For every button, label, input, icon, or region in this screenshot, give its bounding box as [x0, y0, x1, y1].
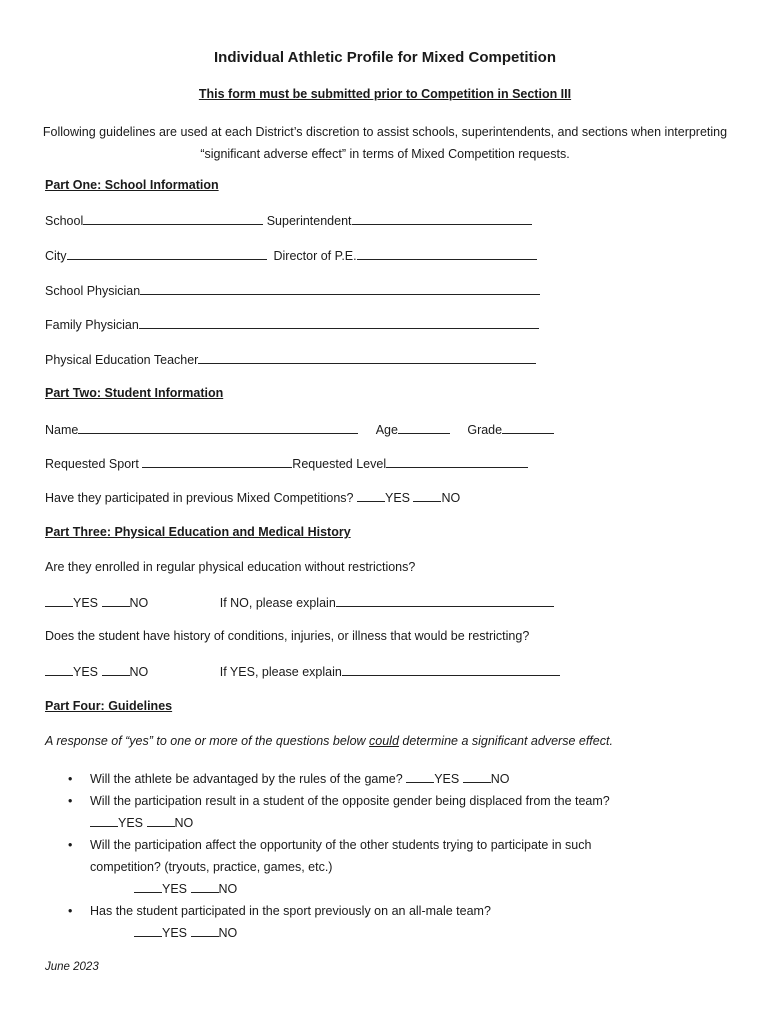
opportunity-no-label: NO [218, 882, 238, 896]
guidelines-note [45, 734, 613, 748]
displaced-no-label: NO [174, 816, 194, 830]
requested-sport-label: Requested Sport [45, 457, 139, 471]
guideline-opportunity-text-1: Will the participation affect the opportunity of the other students trying to participate in such [90, 838, 592, 852]
pe-yes-label: YES [73, 596, 99, 610]
guideline-all-male-text: Has the student participated in the sport previously on an all-male team? [90, 904, 491, 918]
guidelines-note-start: A response of “yes” to one or more of the questions below [45, 734, 370, 748]
guideline-advantage-text: Will the athlete be advantaged by the rules of the game? [90, 772, 403, 786]
guideline-item [68, 768, 708, 790]
guideline-item [68, 900, 708, 922]
history-yes-label: YES [73, 665, 99, 679]
opportunity-no-field[interactable] [191, 881, 219, 893]
age-field[interactable] [398, 422, 450, 434]
pe-answer-row [45, 595, 554, 610]
all-male-answer-row [68, 922, 708, 944]
school-label: School [45, 214, 84, 228]
guideline-item [68, 834, 708, 878]
previous-row [45, 490, 460, 505]
family-physician-row [45, 317, 539, 332]
superintendent-field[interactable] [352, 213, 532, 225]
school-physician-row [45, 283, 540, 298]
bullet-icon: • [68, 772, 73, 786]
intro-paragraph: Following guidelines are used at each District’s discretion to assist schools, superintendents, and sections when interpreting “significant adverse effect” in terms of Mixed Competition requests. [42, 125, 728, 161]
school-physician-label: School Physician [45, 284, 141, 298]
pe-teacher-row [45, 352, 536, 367]
all-male-yes-label: YES [162, 926, 188, 940]
director-label: Director of P.E. [273, 249, 357, 263]
sport-row [45, 456, 528, 471]
guidelines-list [68, 768, 708, 944]
name-field[interactable] [78, 422, 358, 434]
bullet-icon: • [68, 904, 73, 918]
previous-question: Have they participated in previous Mixed Competitions? [45, 491, 354, 505]
guideline-item [68, 790, 708, 812]
city-field[interactable] [67, 248, 267, 260]
age-label: Age [375, 423, 398, 437]
all-male-no-label: NO [218, 926, 238, 940]
displaced-yes-label: YES [118, 816, 144, 830]
history-explain-field[interactable] [342, 664, 560, 676]
previous-no-label: NO [441, 491, 461, 505]
requested-level-label: Requested Level [292, 457, 387, 471]
displaced-answer-row [68, 812, 708, 834]
history-no-field[interactable] [102, 664, 130, 676]
pe-teacher-field[interactable] [198, 352, 536, 364]
city-label: City [45, 249, 67, 263]
school-field[interactable] [83, 213, 263, 225]
history-yes-field[interactable] [45, 664, 73, 676]
name-label: Name [45, 423, 79, 437]
part-three-heading: Part Three: Physical Education and Medical History [45, 525, 351, 539]
family-physician-field[interactable] [139, 317, 539, 329]
director-field[interactable] [357, 248, 537, 260]
form-title: Individual Athletic Profile for Mixed Competition [214, 49, 556, 66]
bullet-icon: • [68, 838, 73, 852]
history-explain-label: If YES, please explain [219, 665, 342, 679]
form-subtitle: This form must be submitted prior to Competition in Section III [198, 87, 572, 101]
superintendent-label: Superintendent [266, 214, 352, 228]
advantage-no-field[interactable] [463, 771, 491, 783]
history-answer-row [45, 664, 560, 679]
history-question: Does the student have history of conditions, injuries, or illness that would be restricting? [45, 629, 530, 643]
pe-explain-field[interactable] [336, 595, 554, 607]
advantage-no-label: NO [490, 772, 510, 786]
part-two-heading: Part Two: Student Information [45, 386, 224, 400]
opportunity-answer-row [68, 878, 708, 900]
guideline-displaced-text: Will the participation result in a student of the opposite gender being displaced from the team? [90, 794, 610, 808]
previous-no-field[interactable] [413, 490, 441, 502]
grade-field[interactable] [502, 422, 554, 434]
guidelines-note-could: could [369, 734, 399, 748]
opportunity-yes-field[interactable] [134, 881, 162, 893]
pe-no-label: NO [129, 596, 149, 610]
advantage-yes-field[interactable] [406, 771, 434, 783]
pe-yes-field[interactable] [45, 595, 73, 607]
previous-yes-field[interactable] [357, 490, 385, 502]
school-physician-field[interactable] [140, 283, 540, 295]
all-male-no-field[interactable] [191, 925, 219, 937]
pe-explain-label: If NO, please explain [219, 596, 336, 610]
grade-label: Grade [467, 423, 503, 437]
requested-sport-field[interactable] [142, 456, 292, 468]
guidelines-note-end: determine a significant adverse effect. [398, 734, 613, 748]
family-physician-label: Family Physician [45, 318, 139, 332]
all-male-yes-field[interactable] [134, 925, 162, 937]
previous-yes-label: YES [384, 491, 410, 505]
history-no-label: NO [129, 665, 149, 679]
school-row [45, 213, 532, 228]
name-row [45, 422, 554, 437]
advantage-yes-label: YES [434, 772, 460, 786]
pe-teacher-label: Physical Education Teacher [45, 353, 199, 367]
guideline-opportunity-text-2: competition? (tryouts, practice, games, etc.) [90, 860, 333, 874]
opportunity-yes-label: YES [162, 882, 188, 896]
pe-question: Are they enrolled in regular physical education without restrictions? [45, 560, 416, 574]
part-four-heading: Part Four: Guidelines [45, 699, 173, 713]
requested-level-field[interactable] [386, 456, 528, 468]
part-one-heading: Part One: School Information [45, 178, 219, 192]
displaced-no-field[interactable] [147, 815, 175, 827]
footer-date: June 2023 [45, 961, 99, 973]
displaced-yes-field[interactable] [90, 815, 118, 827]
pe-no-field[interactable] [102, 595, 130, 607]
city-row [45, 248, 537, 263]
bullet-icon: • [68, 794, 73, 808]
